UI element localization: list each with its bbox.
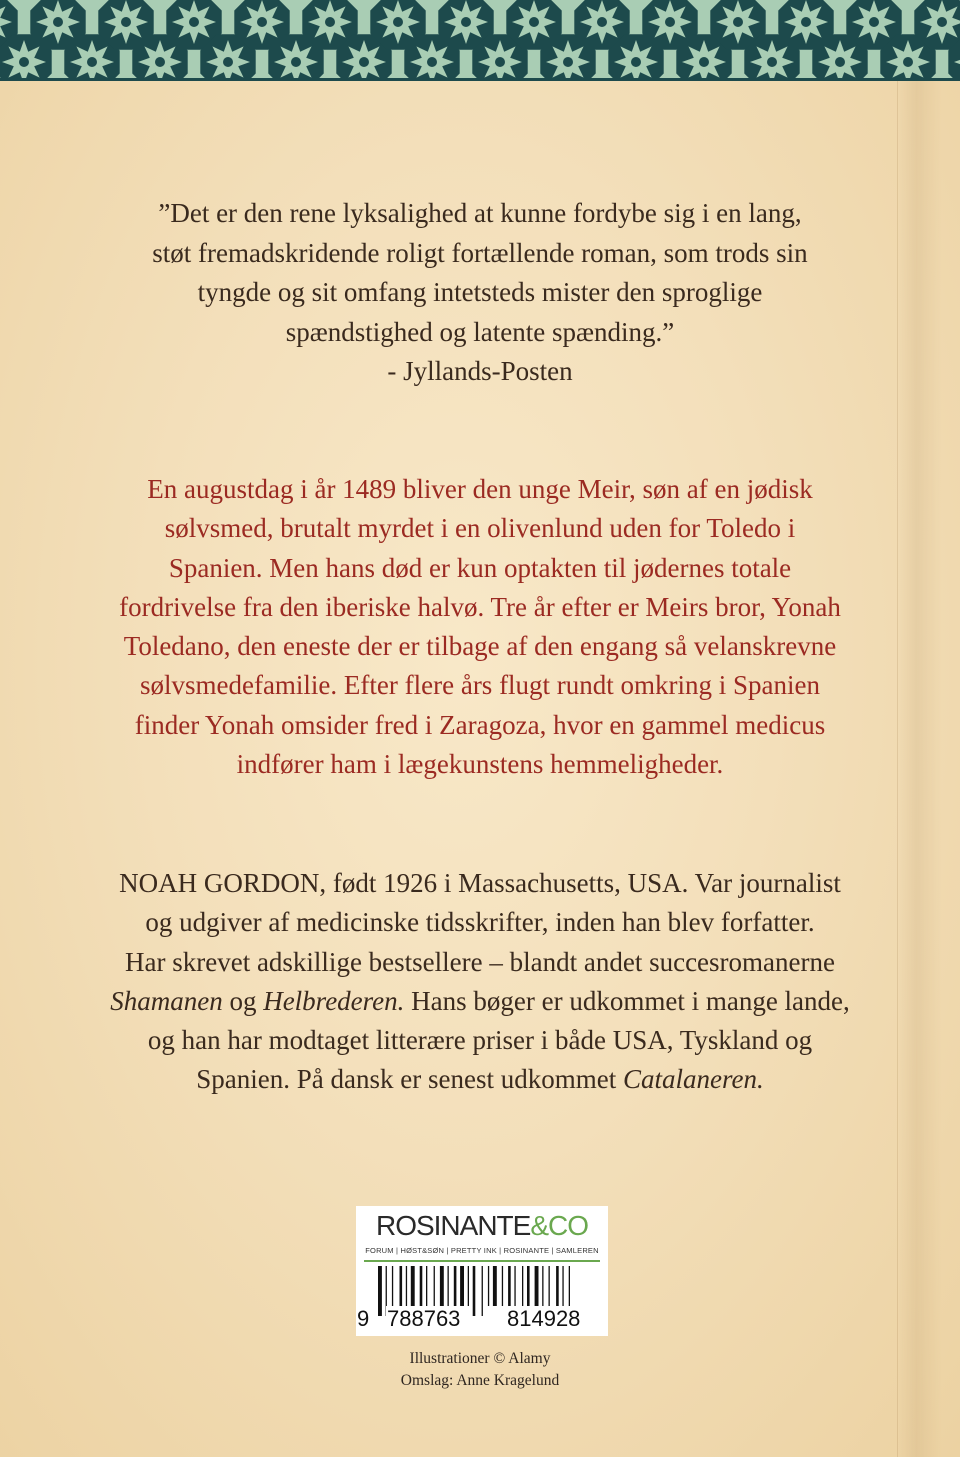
synopsis-line: sølvsmed, brutalt myrdet i en olivenlund uden for Toledo i [164, 513, 796, 544]
barcode-bar [514, 1266, 515, 1306]
barcode-bar [556, 1266, 559, 1306]
synopsis-line: fordrivelse fra den iberiske halvø. Tre år efter er Meirs bror, Yonah [119, 591, 841, 622]
quote-line: støt fremadskridende roligt fortællende roman, som trods sin [152, 237, 808, 268]
synopsis-line: sølvsmedefamilie. Efter flere års flugt rundt omkring i Spanien [139, 670, 821, 701]
author-bio-line: og han har modtaget litterære priser i både USA, Tyskland og [147, 1025, 813, 1056]
barcode-bar [454, 1266, 457, 1306]
barcode-bar [493, 1266, 497, 1306]
isbn-group-right: 814928 [507, 1306, 581, 1331]
barcode-sticker [356, 1206, 608, 1336]
author-bio-line: og udgiver af medicinske tidsskrifter, inden han blev forfatter. [145, 907, 815, 938]
publisher-logo-name: ROSINANTE [375, 1210, 531, 1241]
publisher-imprints: FORUM | HØST&SØN | PRETTY INK | ROSINANTE | SAMLEREN [365, 1246, 599, 1255]
synopsis-line: En augustdag i år 1489 bliver den unge Meir, søn af en jødisk [147, 474, 813, 504]
barcode-bar [434, 1266, 435, 1306]
barcode-bar [426, 1266, 427, 1306]
author-bio-text: Hans bøger er udkommet i mange lande, [404, 985, 850, 1016]
author-bio [40, 864, 920, 1100]
barcode-bar [482, 1266, 483, 1316]
divider [364, 1260, 600, 1262]
review-quote [60, 194, 900, 392]
barcode-bar [468, 1266, 469, 1306]
barcode-bar [488, 1266, 489, 1306]
barcode-bar [411, 1266, 415, 1306]
quote-line: spændstighed og latente spænding.” [285, 316, 675, 347]
conjunction: og [222, 985, 264, 1016]
barcode-bar [549, 1266, 550, 1306]
author-bio-line: NOAH GORDON, født 1926 i Massachusetts, USA. Var journalist [119, 868, 841, 898]
synopsis-line: Toledano, den eneste der er tilbage af den engang så velanskrevne [123, 631, 837, 662]
book-title-shamanen: Shamanen [110, 985, 223, 1016]
barcode-bar [378, 1266, 382, 1316]
barcode-bar [420, 1266, 423, 1306]
barcode-bar [535, 1266, 539, 1306]
book-title-helbrederen: Helbrederen. [263, 985, 405, 1016]
barcode-bar [527, 1266, 530, 1306]
book-title-catalaneren: Catalaneren. [622, 1064, 764, 1095]
barcode-bar [508, 1266, 511, 1306]
synopsis-line: indfører ham i lægekunstens hemmeligheder. [236, 749, 724, 780]
synopsis-paragraph [40, 470, 920, 784]
author-bio-line: Har skrevet adskillige bestsellere – blandt andet succesromanerne [125, 946, 835, 977]
quote-line: tyngde og sit omfang intetsteds mister den sproglige [197, 277, 763, 307]
barcode-bar [448, 1266, 449, 1306]
isbn-group-left: 788763 [387, 1306, 461, 1331]
author-bio-text: Spanien. På dansk er senest udkommet [196, 1064, 623, 1095]
barcode-bar [522, 1266, 523, 1306]
barcode-bar [473, 1266, 476, 1316]
isbn-first-digit: 9 [357, 1306, 370, 1331]
quote-attribution: - Jyllands-Posten [387, 356, 573, 386]
quote-line: ”Det er den rene lyksalighed at kunne fordybe sig i en lang, [158, 198, 802, 228]
synopsis-line: finder Yonah omsider fred i Zaragoza, hvor en gammel medicus [134, 709, 826, 740]
illustration-credit: Illustrationer © Alamy [409, 1350, 551, 1367]
barcode-bar [502, 1266, 503, 1306]
barcode-bar [392, 1266, 393, 1306]
publisher-logo [356, 1210, 608, 1242]
synopsis-line: Spanien. Men hans død er kun optakten til jødernes totale [168, 552, 792, 583]
cover-design-credit: Omslag: Anne Kragelund [400, 1372, 560, 1389]
geometric-star-pattern [0, 0, 960, 78]
barcode-bar [460, 1266, 464, 1306]
decorative-pattern-band [0, 0, 960, 81]
barcode-bar [406, 1266, 407, 1306]
author-bio-line [40, 982, 920, 1021]
barcode-bar [440, 1266, 444, 1306]
credits [330, 1348, 630, 1392]
barcode-bar [562, 1266, 563, 1306]
author-bio-line [40, 1060, 920, 1099]
publisher-logo-co: &CO [530, 1210, 589, 1241]
barcode-bar [400, 1266, 403, 1306]
barcode-bar [542, 1266, 543, 1306]
